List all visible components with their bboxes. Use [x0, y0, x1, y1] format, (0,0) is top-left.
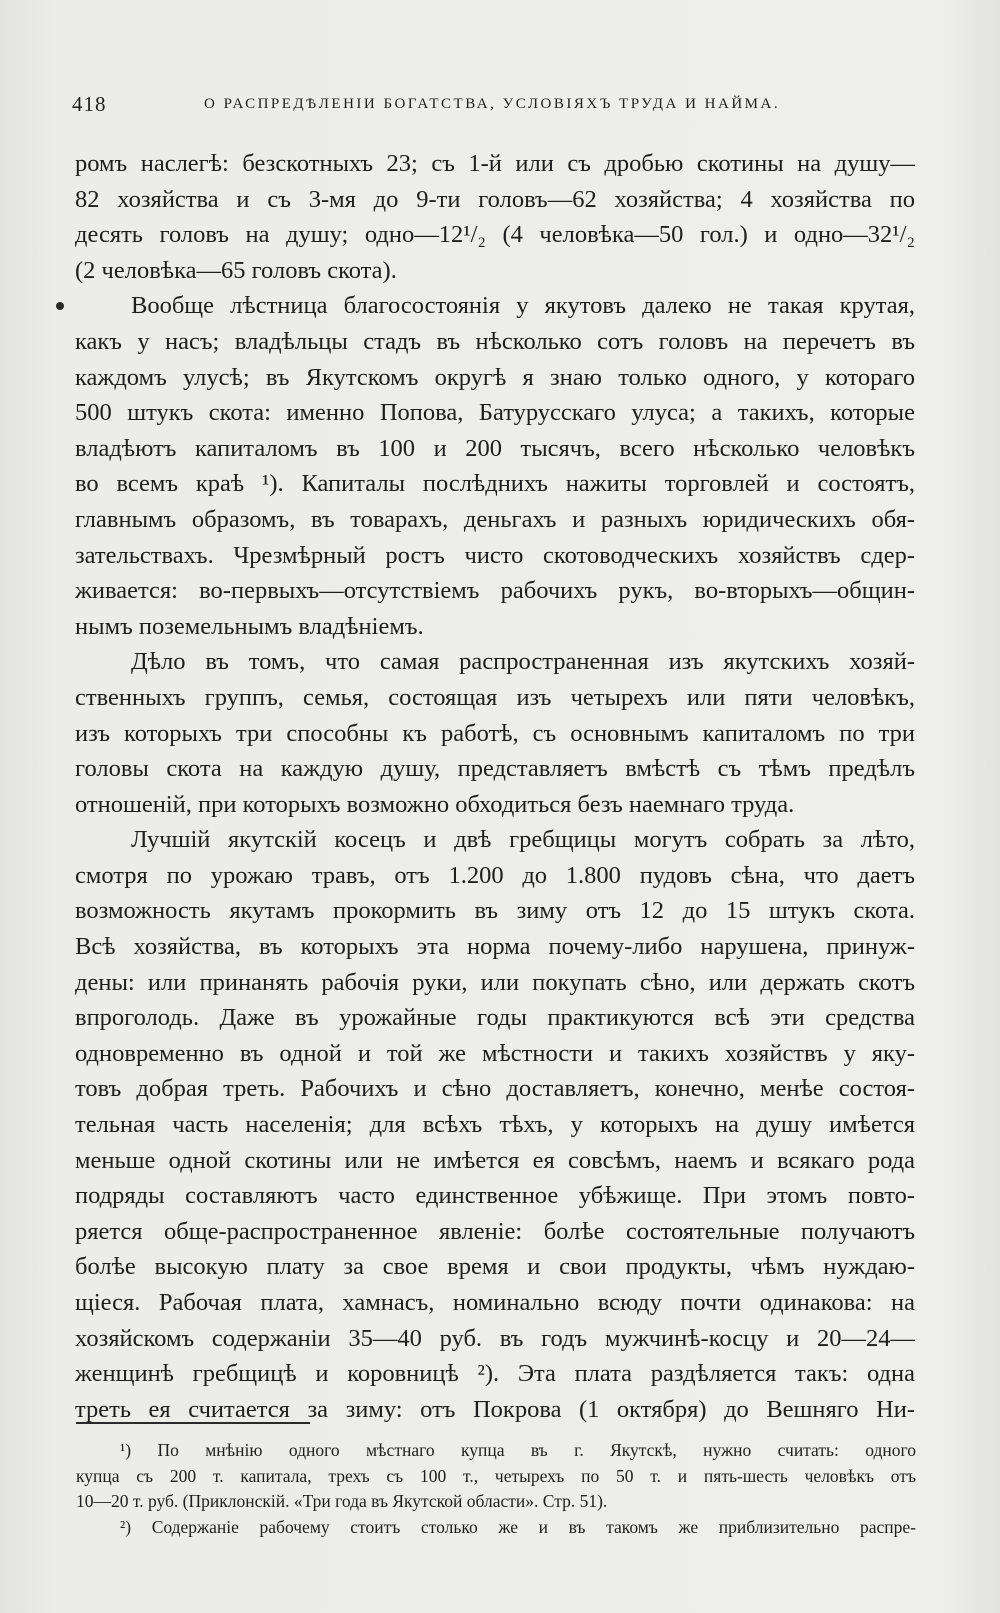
text-line: болѣе высокую плату за свое время и свои продукты, чѣмъ нуждаю- — [75, 1253, 915, 1281]
text-line: хозяйскомъ содержаніи 35—40 руб. въ годъ мужчинѣ-косцу и 20—24— — [75, 1324, 915, 1352]
page-header — [72, 92, 922, 122]
text-line: ряется обще-распространенное явленіе: болѣе состоятельные получаютъ — [75, 1217, 915, 1245]
text-line: нымъ поземельнымъ владѣніемъ. — [75, 612, 424, 640]
paragraph-start-line: Дѣло въ томъ, что самая распространенная изъ якутскихъ хозяй- — [131, 648, 915, 676]
text-line: одновременно въ одной и той же мѣстности и такихъ хозяйствъ у яку- — [75, 1039, 915, 1067]
footnote-line: купца съ 200 т. капитала, трехъ съ 100 т., четырехъ по 50 т. и пять-шесть человѣкъ отъ — [76, 1465, 916, 1486]
text-line: треть ея считается за зиму: отъ Покрова (1 октября) до Вешняго Ни- — [75, 1395, 915, 1423]
text-line: женщинѣ гребщицѣ и коровницѣ ²). Эта плата раздѣляется такъ: одна — [75, 1360, 915, 1388]
text-line: зательствахъ. Чрезмѣрный ростъ чисто скотоводческихъ хозяйствъ сдер- — [75, 541, 915, 569]
text-line: впроголодь. Даже въ урожайные годы практикуются всѣ эти средства — [75, 1004, 915, 1032]
text-line: дены: или принанять рабочія руки, или покупать сѣно, или держать скотъ — [75, 968, 915, 996]
footnote-line: 10—20 т. руб. (Приклонскій. «Три года въ Якутской области». Стр. 51). — [76, 1491, 608, 1511]
text-line: подряды составляютъ часто единственное убѣжище. При этомъ повто- — [75, 1182, 915, 1210]
text-line: 82 хозяйства и съ 3-мя до 9-ти головъ—62 хозяйства; 4 хозяйства по — [75, 185, 915, 213]
text-line: щіеся. Рабочая плата, хамнасъ, номинально всюду почти одинакова: на — [75, 1289, 915, 1316]
text-line: товъ добрая треть. Рабочихъ и сѣно доставляетъ, конечно, менѣе состоя- — [75, 1075, 915, 1103]
footnotes — [76, 1438, 916, 1540]
text-line: изъ которыхъ три способны къ работѣ, съ основнымъ капиталомъ по три — [75, 719, 915, 747]
text-line: какъ у насъ; владѣльцы стадъ въ нѣсколько сотъ головъ на перечетъ въ — [75, 327, 915, 355]
running-title: О РАСПРЕДѢЛЕНІИ БОГАТСТВА, УСЛОВІЯХЪ ТРУДА И НАЙМА. — [204, 96, 781, 112]
text-line: владѣютъ капиталомъ въ 100 и 200 тысячъ, всего нѣсколько человѣкъ — [75, 434, 915, 462]
paragraph-start-line: Вообще лѣстница благосостоянія у якутовъ далеко не такая крутая, — [131, 292, 915, 320]
main-text — [75, 146, 915, 1427]
text-line: главнымъ образомъ, въ товарахъ, деньгахъ и разныхъ юридическихъ обя- — [75, 505, 915, 533]
text-line: Всѣ хозяйства, въ которыхъ эта норма почему-либо нарушена, принуж- — [75, 933, 915, 961]
paragraph-start-line: Лучшій якутскій косецъ и двѣ гребщицы могутъ собрать за лѣто, — [131, 826, 915, 854]
text-line: каждомъ улусѣ; въ Якутскомъ округѣ я знаю только одного, у котораго — [75, 363, 915, 391]
text-line: тельная часть населенія; для всѣхъ тѣхъ, у которыхъ на душу имѣется — [75, 1111, 915, 1139]
footnote-line: ¹) По мнѣнію одного мѣстнаго купца въ г. Якутскѣ, нужно считать: одного — [120, 1440, 916, 1460]
text-line: меньше одной скотины или не имѣется ея совсѣмъ, наемъ и всякаго рода — [75, 1146, 915, 1174]
text-line: отношеній, при которыхъ возможно обходиться безъ наемнаго труда. — [75, 790, 795, 818]
margin-dot-mark — [56, 302, 64, 310]
text-line: ственныхъ группъ, семья, состоящая изъ четырехъ или пяти человѣкъ, — [75, 683, 915, 711]
text-line: ромъ наслегѣ: безскотныхъ 23; съ 1-й или съ дробью скотины на душу— — [75, 150, 915, 177]
text-line: десять головъ на душу; одно—12¹/₂ (4 человѣка—50 гол.) и одно—32¹/₂ — [75, 221, 915, 249]
text-line: (2 человѣка—65 головъ скота). — [75, 256, 397, 284]
footnote-line: ²) Содержаніе рабочему стоитъ столько же и въ такомъ же приблизительно распре- — [120, 1516, 916, 1537]
page-number: 418 — [72, 92, 107, 116]
text-line: 500 штукъ скота: именно Попова, Батурусскаго улуса; а такихъ, которые — [75, 399, 915, 427]
text-line: головы скота на каждую душу, представляетъ вмѣстѣ съ тѣмъ предѣлъ — [75, 755, 915, 783]
footnote-divider — [76, 1422, 310, 1424]
text-line: смотря по урожаю травъ, отъ 1.200 до 1.800 пудовъ сѣна, что даетъ — [75, 861, 915, 889]
text-line: во всемъ краѣ ¹). Капиталы послѣднихъ нажиты торговлей и состоятъ, — [75, 470, 915, 498]
text-line: возможность якутамъ прокормить въ зиму отъ 12 до 15 штукъ скота. — [75, 897, 915, 925]
text-line: живается: во-первыхъ—отсутствіемъ рабочихъ рукъ, во-вторыхъ—общин- — [75, 577, 915, 605]
